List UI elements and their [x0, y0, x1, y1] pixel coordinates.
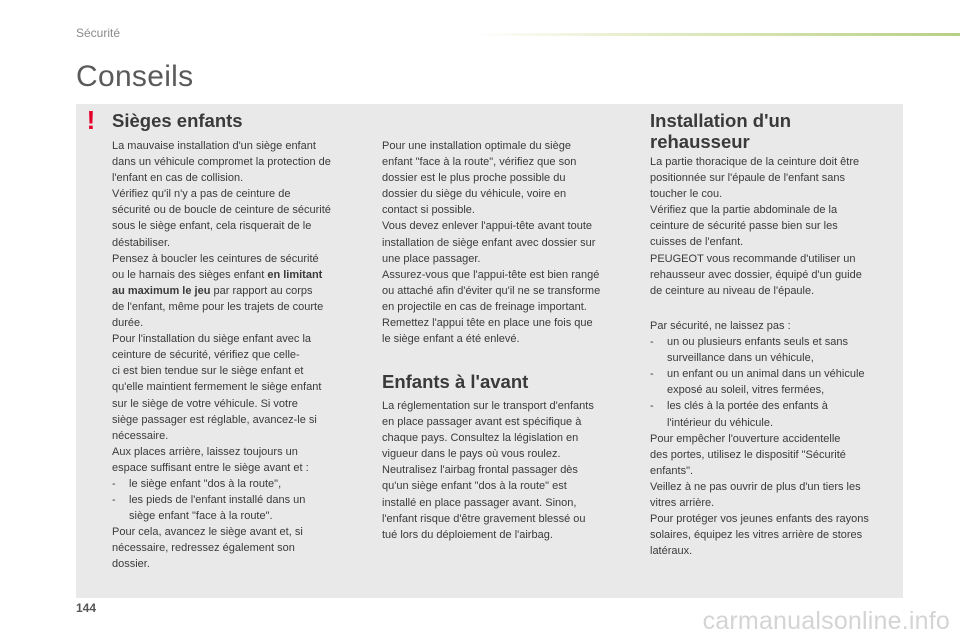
booster-heading: Installation d'un rehausseur [650, 110, 792, 152]
child-seats-heading: Sièges enfants [112, 110, 243, 131]
front-seat-children-heading: Enfants à l'avant [382, 371, 529, 392]
front-seat-children-text: La réglementation sur le transport d'enfants en place passager avant est spécifique à chaque pays. Consultez la législation en vigueur dans le pays où vous roulez. Neutralisez l'airbag frontal passager dès qu'un siège enfant "dos à la route" est installé en place passager avant. Sinon, l'enfant risque d'être gravement blessé ou tué lors du déploiement de l'airbag. [382, 400, 594, 541]
header-accent-bar [475, 33, 960, 36]
list-item: - un ou plusieurs enfants seuls et sans [650, 336, 849, 349]
list-item: - un enfant ou un animal dans un véhicule [650, 368, 865, 381]
section-label: Sécurité [76, 26, 121, 40]
page-number: 144 [76, 601, 97, 615]
warning-icon: ! [86, 105, 96, 135]
list-item: - les pieds de l'enfant installé dans un [112, 494, 306, 507]
safety-text: Par sécurité, ne laissez pas : - un ou plusieurs enfants seuls et sans surveillance dans un véhicule, - un enfant ou un animal dans un véhicule exposé au soleil, vitres fermées, - les clés à la portée des enfants à l'intérieur du véhicule. Pour empêcher l'ouverture accidentelle des portes, utilisez le dispositif "Sécurité enfants". Veillez à ne pas ouvrir de plus d'un tiers les vitres arrière. Pour protéger vos jeunes enfants des rayons solaires, équipez les vitres arrière de stores latéraux. [650, 318, 902, 559]
watermark: carmanualsonline.info [702, 607, 950, 635]
list-item: - le siège enfant "dos à la route", [112, 477, 282, 490]
headrest-text: Pour une installation optimale du siège enfant "face à la route", vérifiez que son dossier est le plus proche possible du dossier du siège du véhicule, voire en contact si possible. Vous devez enlever l'appui-tête avant toute installation de siège enfant avec dossier sur une place passager. Assurez-vous que l'appui-tête est bien rangé ou attaché afin d'éviter qu'il ne se transforme en projectile en cas de freinage important. Remettez l'appui tête en place une fois que le siège enfant a été enlevé. [382, 140, 601, 346]
list-item: - les clés à la portée des enfants à [650, 400, 828, 413]
booster-text: La partie thoracique de la ceinture doit être positionnée sur l'épaule de l'enfant sans toucher le cou. Vérifiez que la partie abdominale de la ceinture de sécurité passe bien sur les cuisses de l'enfant. PEUGEOT vous recommande d'utiliser un rehausseur avec dossier, équipé d'un guide de ceinture au niveau de l'épaule. [650, 156, 862, 297]
child-seats-text: La mauvaise installation d'un siège enfant dans un véhicule compromet la protection de l'enfant en cas de collision. Vérifiez qu'il n'y a pas de ceinture de sécurité ou de boucle de ceinture de sécurité sous le siège enfant, cela risquerait de le déstabiliser. Pensez à boucler les ceintures de sécurité ou le harnais des sièges enfant en limitant au maximum le jeu par rapport au corps de l'enfant, même pour les trajets de courte durée. Pour l'installation du siège enfant avec la ceinture de sécurité, vérifiez que celle- ci est bien tendue sur le siège enfant et qu'elle maintient fermement le siège enfant sur le siège de votre véhicule. Si votre siège passager est réglable, avancez-le si nécessaire. Aux places arrière, laissez toujours un espace suffisant entre le siège avant et : - le siège enfant "dos à la route", - les pieds de l'enfant installé dans un siège enfant "face à la route". Pour cela, avancez le siège avant et, si nécessaire, redressez également son dossier. [112, 138, 374, 573]
page-title: Conseils [76, 60, 194, 93]
